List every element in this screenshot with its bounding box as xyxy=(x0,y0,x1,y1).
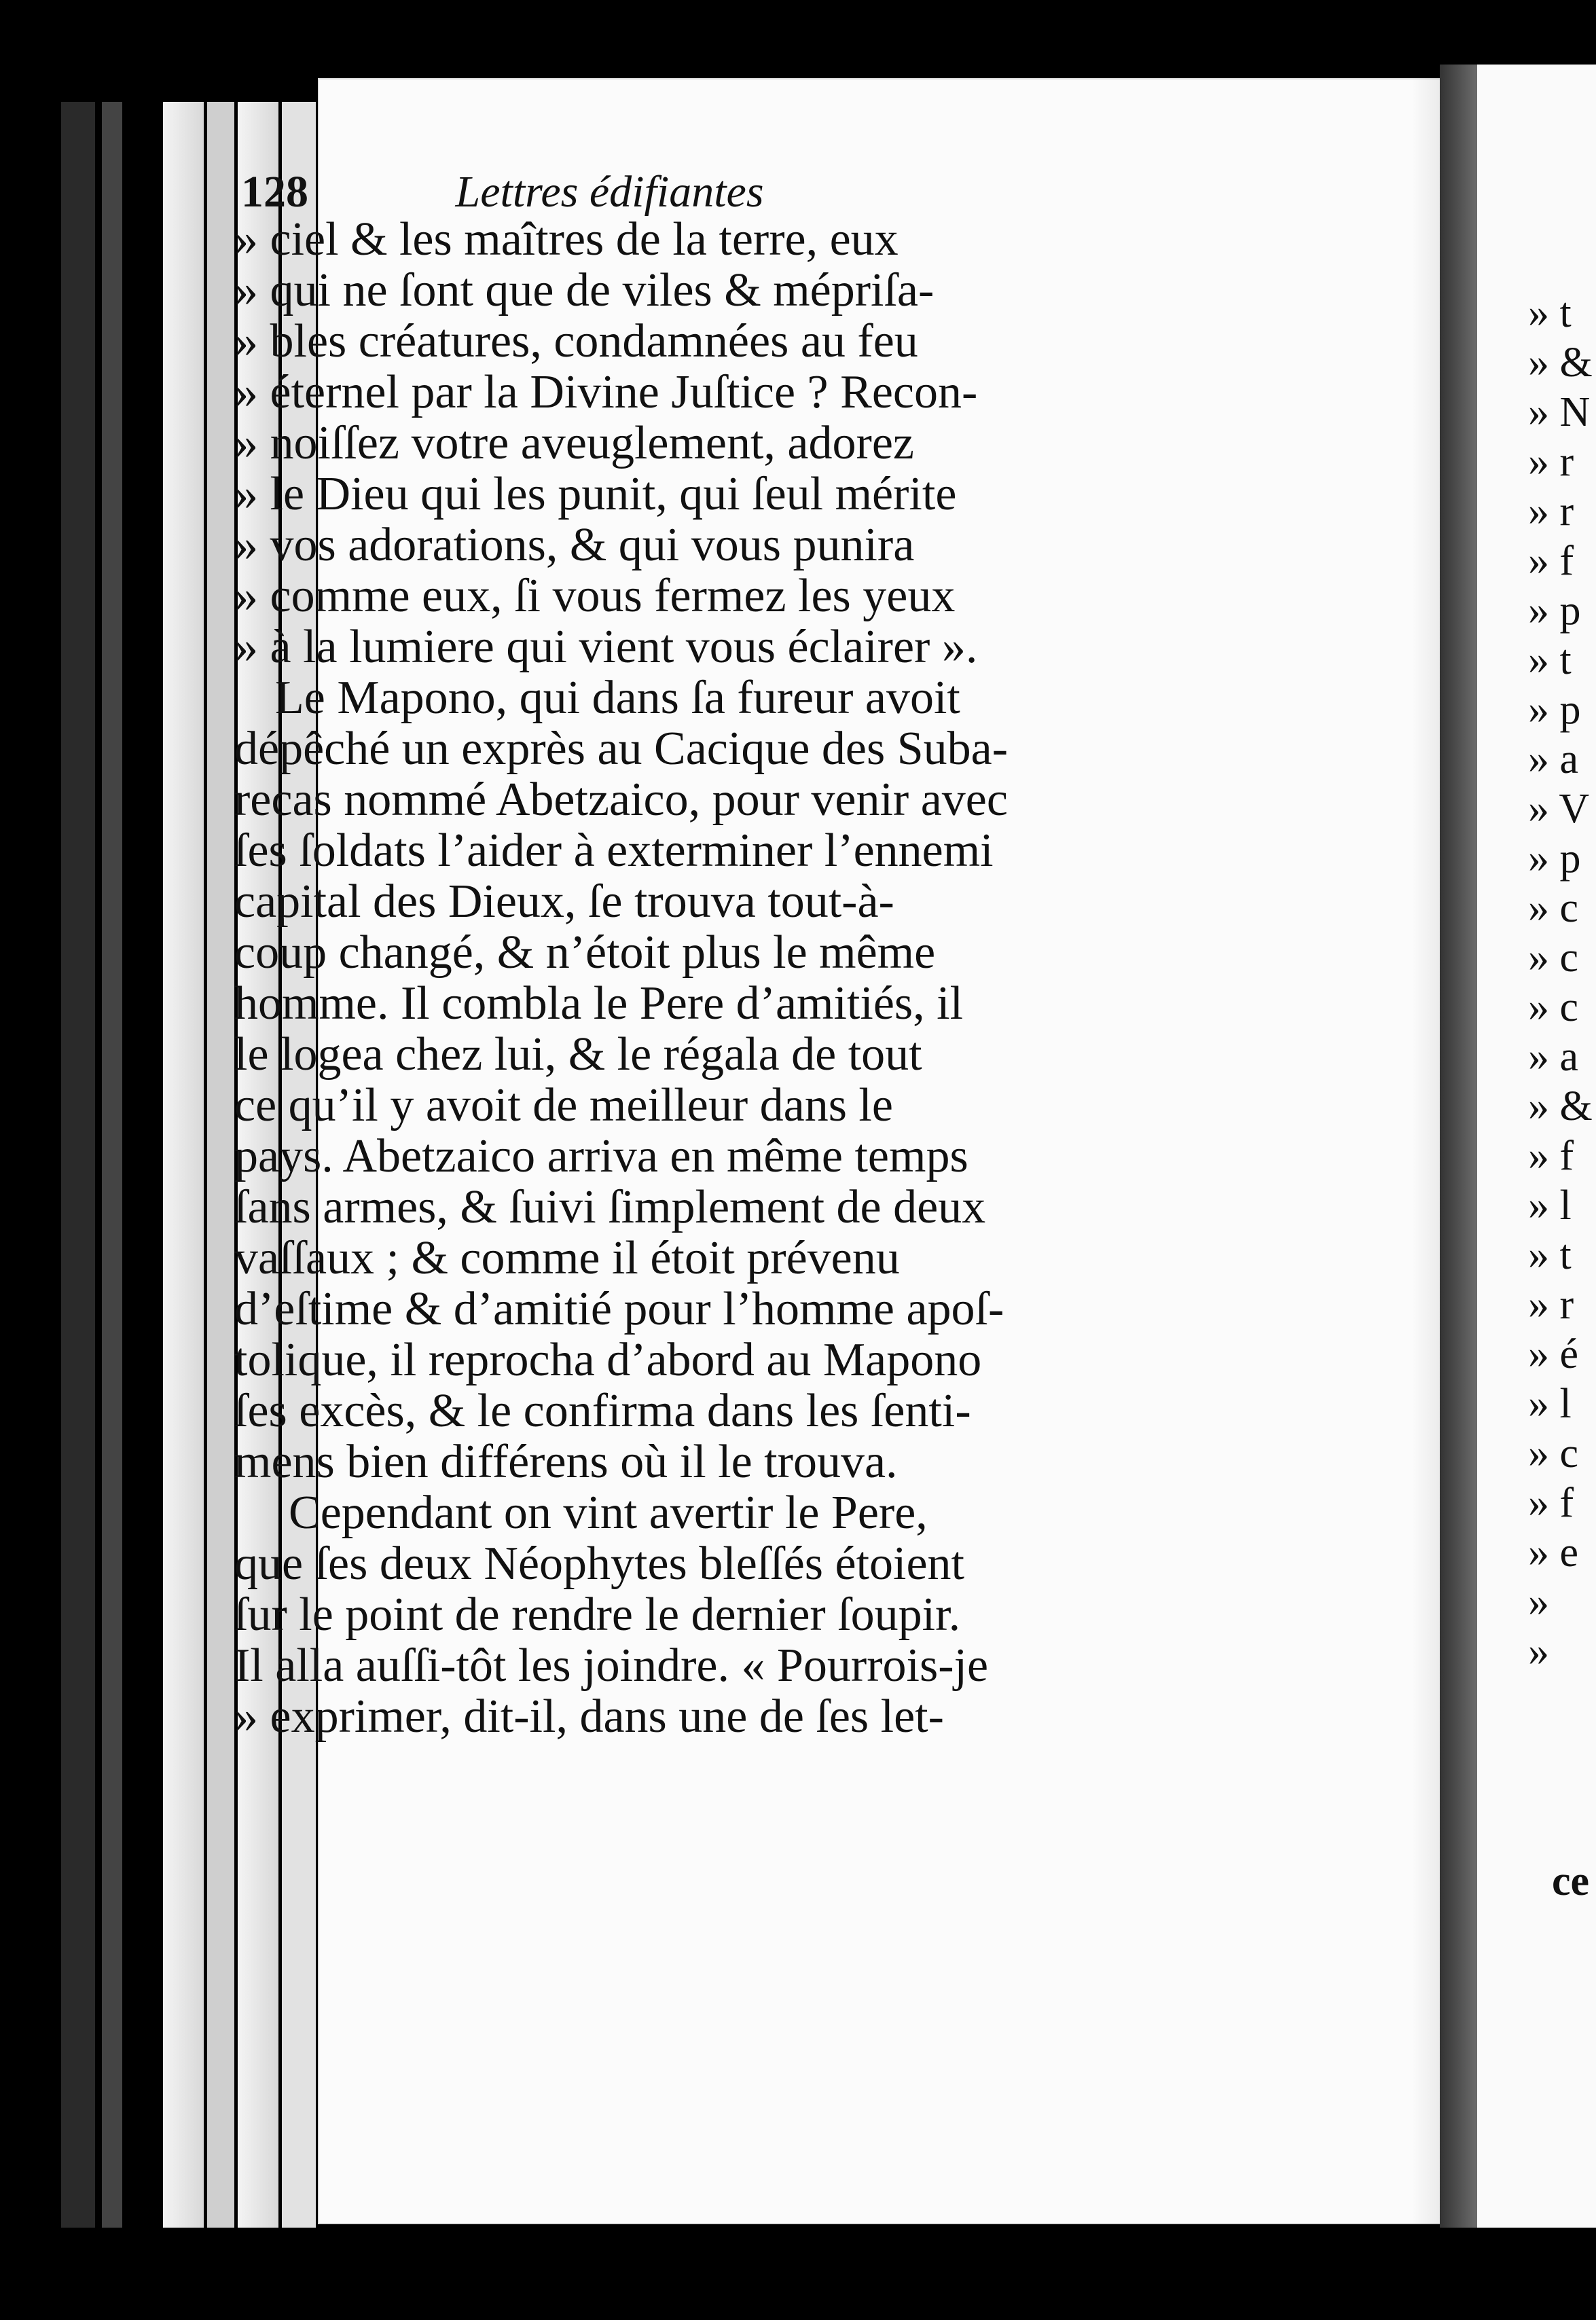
running-title: Lettres édifiantes xyxy=(455,167,764,217)
text-line: » bles créatures, condamnées au feu xyxy=(234,315,918,367)
facing-line: » t xyxy=(1528,1232,1572,1278)
text-line: le logea chez lui, & le régala de tout xyxy=(234,1028,922,1081)
facing-page-text xyxy=(1528,289,1593,1677)
facing-line: » é xyxy=(1528,1331,1579,1377)
text-line: capital des Dieux, ſe trouva tout-à- xyxy=(234,875,894,928)
text-line: » exprimer, dit-il, dans une de ſes let- xyxy=(234,1690,944,1743)
facing-line: » l xyxy=(1528,1182,1572,1229)
page-number: 128 xyxy=(241,167,308,217)
facing-line: » xyxy=(1528,1579,1549,1625)
facing-line: » & xyxy=(1528,1083,1593,1129)
text-line: vaſſaux ; & comme il étoit prévenu xyxy=(234,1232,900,1284)
text-line: recas nommé Abetzaico, pour venir avec xyxy=(234,774,1008,826)
text-line: mens bien différens où il le trouva. xyxy=(234,1436,898,1488)
text-line: coup changé, & n’étoit plus le même xyxy=(234,926,936,979)
scan-background xyxy=(0,2228,1596,2320)
text-line: ſur le point de rendre le dernier ſoupir. xyxy=(234,1589,961,1641)
text-line: » comme eux, ſi vous fermez les yeux xyxy=(234,570,956,622)
text-line: d’eſtime & d’amitié pour l’homme apoſ- xyxy=(234,1283,1004,1335)
text-line: Le Mapono, qui dans ſa fureur avoit xyxy=(275,672,960,724)
text-line: que ſes deux Néophytes bleſſés étoient xyxy=(234,1538,964,1590)
text-line: » vos adorations, & qui vous punira xyxy=(234,519,915,571)
text-line: Cependant on vint avertir le Pere, xyxy=(289,1487,928,1539)
facing-line: » f xyxy=(1528,538,1574,584)
facing-line: » p xyxy=(1528,587,1581,634)
page-text xyxy=(234,214,1389,1742)
text-line: » noiſſez votre aveuglement, adorez xyxy=(234,417,914,469)
text-line: ſans armes, & ſuivi ſimplement de deux xyxy=(234,1181,986,1233)
facing-line: » r xyxy=(1528,488,1574,534)
facing-line: » t xyxy=(1528,637,1572,683)
running-head xyxy=(241,166,764,218)
text-line: homme. Il combla le Pere d’amitiés, il xyxy=(234,977,964,1030)
facing-catchword: ce xyxy=(1552,1858,1590,1904)
facing-line: » xyxy=(1528,1629,1549,1675)
facing-line: » p xyxy=(1528,687,1581,733)
facing-page xyxy=(1477,65,1596,2231)
text-line: dépêché un exprès au Cacique des Suba- xyxy=(234,723,1009,775)
facing-line: » c xyxy=(1528,935,1579,981)
text-line: ce qu’il y avoit de meilleur dans le xyxy=(234,1079,893,1131)
facing-line: » l xyxy=(1528,1381,1572,1427)
text-line: » ciel & les maîtres de la terre, eux xyxy=(234,213,899,266)
facing-line: » f xyxy=(1528,1480,1574,1526)
text-line: » éternel par la Divine Juſtice ? Recon- xyxy=(234,366,978,418)
text-line: » le Dieu qui les punit, qui ſeul mérite xyxy=(234,468,957,520)
facing-line: » a xyxy=(1528,1034,1579,1080)
facing-line: » c xyxy=(1528,984,1579,1030)
facing-line: » & xyxy=(1528,340,1593,386)
text-line: ſes excès, & le confirma dans les ſenti- xyxy=(234,1385,971,1437)
facing-line: » c xyxy=(1528,1430,1579,1476)
facing-line: » f xyxy=(1528,1133,1574,1179)
facing-line: » t xyxy=(1528,290,1572,336)
text-line: » qui ne ſont que de viles & mépriſa- xyxy=(234,264,935,316)
facing-line: » V xyxy=(1528,786,1590,832)
text-line: ſes ſoldats l’aider à exterminer l’ennemi xyxy=(234,824,994,877)
facing-line: » r xyxy=(1528,439,1574,485)
facing-line: » p xyxy=(1528,835,1581,882)
facing-line: » a xyxy=(1528,736,1579,782)
text-line: tolique, il reprocha d’abord au Mapono xyxy=(234,1334,982,1386)
facing-line: » e xyxy=(1528,1529,1579,1576)
facing-line: » N xyxy=(1528,389,1591,435)
facing-line: » r xyxy=(1528,1282,1574,1328)
facing-line: » c xyxy=(1528,885,1579,931)
text-line: pays. Abetzaico arriva en même temps xyxy=(234,1130,968,1182)
text-line: » à la lumiere qui vient vous éclairer ». xyxy=(234,621,978,673)
text-line: Il alla auſſi-tôt les joindre. « Pourrois-je xyxy=(234,1639,989,1692)
